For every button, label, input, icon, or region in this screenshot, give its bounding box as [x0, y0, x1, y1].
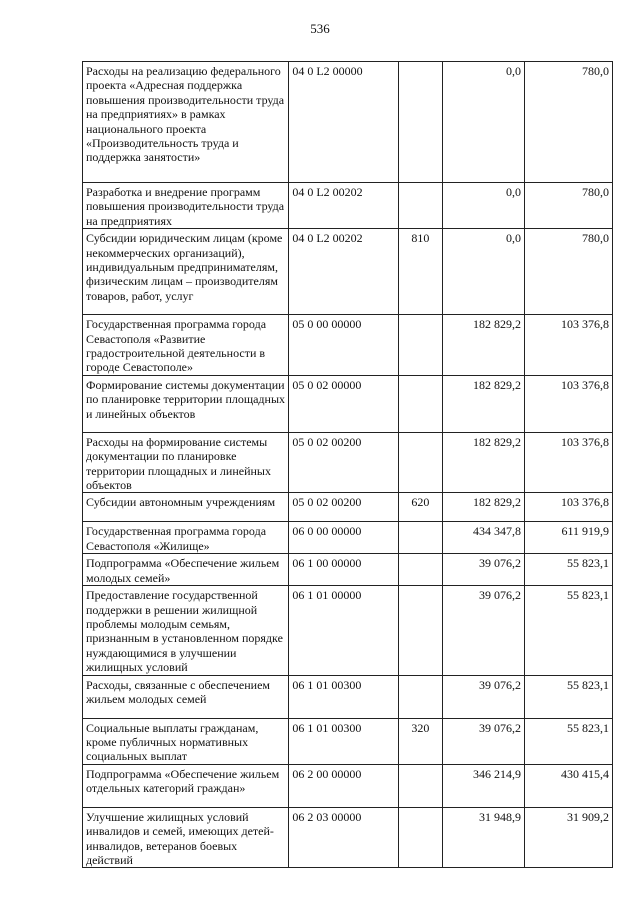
- row-value-2020-cell: 0,0: [443, 229, 525, 315]
- table-row: [83, 493, 613, 522]
- row-code-cell: 04 0 L2 00000: [289, 62, 398, 183]
- row-vr-cell: 320: [398, 718, 443, 764]
- row-value-2020-cell: 31 948,9: [443, 807, 525, 868]
- row-value-2020-cell: 0,0: [443, 62, 525, 183]
- row-vr-cell: [398, 315, 443, 376]
- table-row: [83, 229, 613, 315]
- table-row: [83, 522, 613, 554]
- budget-table: [82, 61, 613, 868]
- budget-table-body: [83, 62, 613, 868]
- row-name-cell: Субсидии юридическим лицам (кроме некоммерческих организаций), индивидуальным предпринимателям, физическим лицам – производителям товаров, работ, услуг: [83, 229, 289, 315]
- row-name-cell: Расходы на формирование системы документации по планировке территории площадных и линейных объектов: [83, 432, 289, 493]
- table-row: [83, 62, 613, 183]
- row-code-cell: 06 0 00 00000: [289, 522, 398, 554]
- row-vr-cell: [398, 62, 443, 183]
- row-value-2021-cell: 55 823,1: [524, 586, 612, 675]
- row-value-2020-cell: 0,0: [443, 183, 525, 229]
- row-name-cell: Улучшение жилищных условий инвалидов и семей, имеющих детей-инвалидов, ветеранов боевых действий: [83, 807, 289, 868]
- row-value-2021-cell: 103 376,8: [524, 315, 612, 376]
- row-code-cell: 06 1 01 00300: [289, 718, 398, 764]
- row-code-cell: 06 1 01 00300: [289, 675, 398, 718]
- row-code-cell: 06 2 00 00000: [289, 764, 398, 807]
- row-vr-cell: [398, 183, 443, 229]
- row-name-cell: Расходы, связанные с обеспечением жильем молодых семей: [83, 675, 289, 718]
- table-row: [83, 432, 613, 493]
- row-value-2020-cell: 434 347,8: [443, 522, 525, 554]
- row-vr-cell: [398, 522, 443, 554]
- row-name-cell: Разработка и внедрение программ повышения производительности труда на предприятиях: [83, 183, 289, 229]
- row-value-2020-cell: 39 076,2: [443, 586, 525, 675]
- table-row: [83, 554, 613, 586]
- table-row: [83, 764, 613, 807]
- row-code-cell: 05 0 02 00200: [289, 493, 398, 522]
- row-vr-cell: [398, 554, 443, 586]
- table-row: [83, 807, 613, 868]
- row-value-2020-cell: 182 829,2: [443, 375, 525, 432]
- row-value-2021-cell: 780,0: [524, 62, 612, 183]
- row-value-2020-cell: 39 076,2: [443, 675, 525, 718]
- row-value-2021-cell: 31 909,2: [524, 807, 612, 868]
- row-code-cell: 04 0 L2 00202: [289, 229, 398, 315]
- row-code-cell: 06 2 03 00000: [289, 807, 398, 868]
- row-vr-cell: 620: [398, 493, 443, 522]
- table-row: [83, 586, 613, 675]
- row-value-2021-cell: 55 823,1: [524, 675, 612, 718]
- row-vr-cell: [398, 586, 443, 675]
- row-value-2021-cell: 780,0: [524, 183, 612, 229]
- row-value-2021-cell: 55 823,1: [524, 554, 612, 586]
- row-name-cell: Государственная программа города Севастополя «Жилище»: [83, 522, 289, 554]
- row-vr-cell: 810: [398, 229, 443, 315]
- row-code-cell: 05 0 02 00200: [289, 432, 398, 493]
- table-row: [83, 675, 613, 718]
- row-name-cell: Социальные выплаты гражданам, кроме публичных нормативных социальных выплат: [83, 718, 289, 764]
- row-name-cell: Формирование системы документации по планировке территории площадных и линейных объектов: [83, 375, 289, 432]
- table-row: [83, 375, 613, 432]
- row-value-2021-cell: 780,0: [524, 229, 612, 315]
- row-name-cell: Предоставление государственной поддержки в решении жилищной проблемы молодым семьям, признанным в установленном порядке нуждающимися в улучшении жилищных условий: [83, 586, 289, 675]
- row-vr-cell: [398, 375, 443, 432]
- row-value-2020-cell: 182 829,2: [443, 315, 525, 376]
- row-code-cell: 06 1 00 00000: [289, 554, 398, 586]
- row-name-cell: Подпрограмма «Обеспечение жильем молодых семей»: [83, 554, 289, 586]
- row-value-2020-cell: 39 076,2: [443, 718, 525, 764]
- table-row: [83, 718, 613, 764]
- row-code-cell: 06 1 01 00000: [289, 586, 398, 675]
- row-value-2021-cell: 55 823,1: [524, 718, 612, 764]
- row-value-2021-cell: 611 919,9: [524, 522, 612, 554]
- row-vr-cell: [398, 432, 443, 493]
- table-row: [83, 315, 613, 376]
- row-code-cell: 05 0 02 00000: [289, 375, 398, 432]
- row-value-2021-cell: 103 376,8: [524, 493, 612, 522]
- row-name-cell: Государственная программа города Севастополя «Развитие градостроительной деятельности в городе Севастополе»: [83, 315, 289, 376]
- row-vr-cell: [398, 807, 443, 868]
- row-value-2020-cell: 182 829,2: [443, 493, 525, 522]
- row-value-2021-cell: 430 415,4: [524, 764, 612, 807]
- row-value-2020-cell: 39 076,2: [443, 554, 525, 586]
- row-name-cell: Подпрограмма «Обеспечение жильем отдельных категорий граждан»: [83, 764, 289, 807]
- row-value-2021-cell: 103 376,8: [524, 432, 612, 493]
- row-vr-cell: [398, 675, 443, 718]
- page-number: 536: [310, 21, 330, 36]
- row-value-2021-cell: 103 376,8: [524, 375, 612, 432]
- table-row: [83, 183, 613, 229]
- row-name-cell: Расходы на реализацию федерального проекта «Адресная поддержка повышения производительности труда на предприятиях» в рамках национального проекта «Производительность труда и поддержка занятости»: [83, 62, 289, 183]
- row-value-2020-cell: 182 829,2: [443, 432, 525, 493]
- row-name-cell: Субсидии автономным учреждениям: [83, 493, 289, 522]
- row-code-cell: 04 0 L2 00202: [289, 183, 398, 229]
- row-code-cell: 05 0 00 00000: [289, 315, 398, 376]
- row-value-2020-cell: 346 214,9: [443, 764, 525, 807]
- row-vr-cell: [398, 764, 443, 807]
